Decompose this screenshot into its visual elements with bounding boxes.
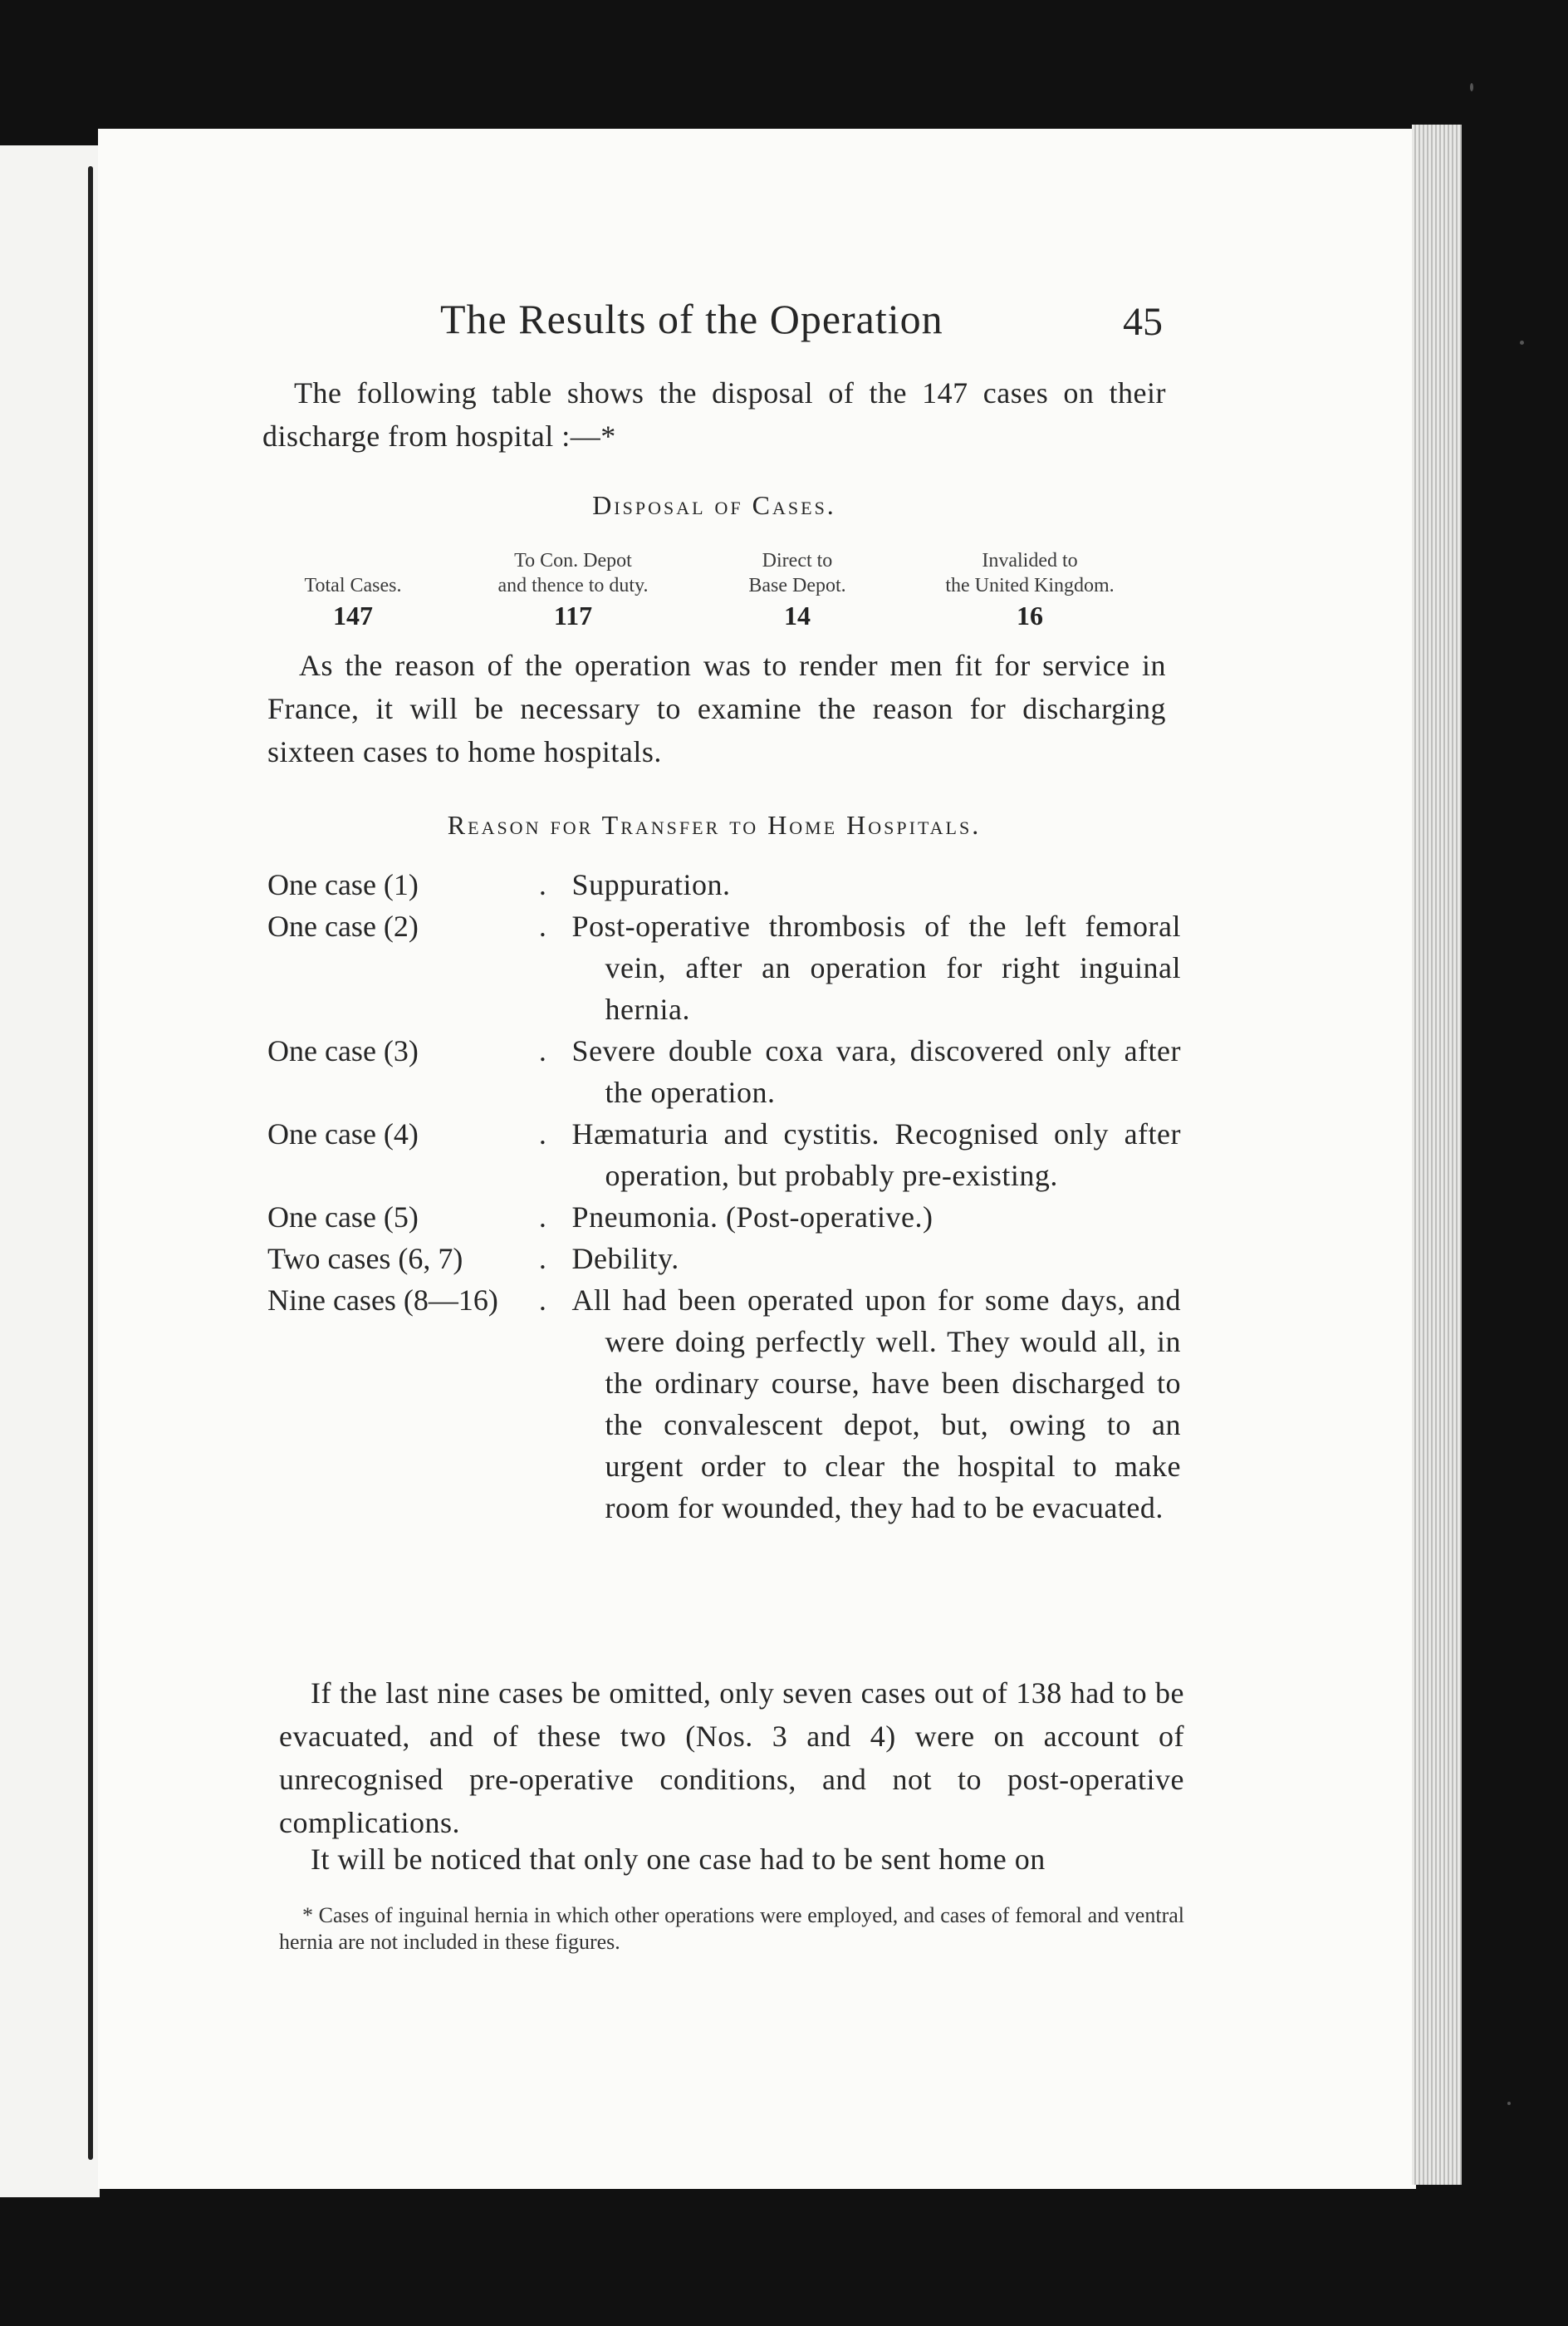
reason-dot-leader: . — [538, 868, 546, 901]
intro-paragraph: The following table shows the disposal of the 147 cases on their discharge from hospital :—* — [262, 376, 1166, 453]
scan-speck — [1520, 341, 1524, 345]
reason-item — [267, 864, 1181, 905]
scan-speck — [1470, 83, 1473, 91]
disposal-column-total — [274, 573, 432, 631]
reason-label: One case (1) — [267, 868, 419, 901]
facing-page-edge — [0, 145, 100, 2197]
reason-item — [267, 905, 1181, 1030]
book-gutter-shadow — [88, 166, 93, 2160]
reason-text: Severe double coxa vara, discovered only after the operation. — [571, 1034, 1181, 1109]
disposal-column-invalided — [914, 548, 1146, 631]
column-label: To Con. Depot and thence to duty. — [497, 550, 649, 596]
reason-label: One case (4) — [267, 1117, 419, 1151]
reason-dot-leader: . — [538, 1242, 546, 1275]
reason-paragraph: As the reason of the operation was to render men fit for service in France, it will be necessary to examine the reason for discharging sixteen cases to home hospitals. — [267, 649, 1166, 768]
column-value: 16 — [1017, 601, 1043, 631]
reason-dot-leader: . — [538, 1200, 546, 1234]
column-value: 14 — [784, 601, 811, 631]
column-value: 117 — [553, 601, 593, 631]
final-line: It will be noticed that only one case had to be sent home on — [311, 1843, 1046, 1876]
reason-text: Post-operative thrombosis of the left femoral vein, after an operation for right inguinal hernia. — [571, 910, 1181, 1026]
reason-label: One case (2) — [267, 910, 419, 943]
footnote: * Cases of inguinal hernia in which other operations were employed, and cases of femoral and ventral hernia are not included in these figures. — [279, 1903, 1184, 1954]
disposal-column-base-depot — [723, 548, 872, 631]
column-label: Total Cases. — [304, 575, 402, 596]
disposal-column-con-depot — [461, 548, 685, 631]
page-number: 45 — [1123, 300, 1163, 344]
reasons-heading: Reason for Transfer to Home Hospitals. — [447, 810, 982, 840]
reason-text: Hæmaturia and cystitis. Recognised only after operation, but probably pre-existing. — [571, 1117, 1181, 1192]
reason-dot-leader: . — [538, 1283, 546, 1317]
scan-speck — [1507, 2102, 1511, 2105]
closing-paragraph: If the last nine cases be omitted, only seven cases out of 138 had to be evacuated, and of these two (Nos. 3 and 4) were on account of unrecognised pre-operative conditions, and not to post-operative complications. — [279, 1676, 1184, 1839]
column-label: Direct to Base Depot. — [748, 550, 846, 596]
column-label: Invalided to the United Kingdom. — [945, 550, 1115, 596]
reason-dot-leader: . — [538, 1034, 546, 1067]
reasons-list — [267, 864, 1181, 1529]
running-header-title: The Results of the Operation — [440, 296, 943, 342]
reason-item — [267, 1196, 1181, 1238]
column-value: 147 — [333, 601, 373, 631]
reason-item — [267, 1030, 1181, 1113]
reason-label: Nine cases (8—16) — [267, 1283, 498, 1317]
reason-text: Suppuration. — [571, 868, 731, 901]
reason-item — [267, 1279, 1181, 1529]
reason-label: Two cases (6, 7) — [267, 1242, 463, 1275]
reason-text: All had been operated upon for some days, and were doing perfectly well. They would all, in the ordinary course, have been discharged to the convalescent depot, but, owing to an urgent order to clear the hospital to make room for wounded, they had to be evacuated. — [571, 1283, 1181, 1524]
reason-label: One case (3) — [267, 1034, 419, 1067]
reason-label: One case (5) — [267, 1200, 419, 1234]
disposal-table-heading: Disposal of Cases. — [592, 490, 836, 520]
reason-dot-leader: . — [538, 1117, 546, 1151]
reason-dot-leader: . — [538, 910, 546, 943]
page-stack-edges — [1412, 125, 1462, 2185]
reason-item — [267, 1113, 1181, 1196]
reason-text: Pneumonia. (Post-operative.) — [571, 1200, 933, 1234]
reason-text: Debility. — [571, 1242, 679, 1275]
reason-item — [267, 1238, 1181, 1279]
